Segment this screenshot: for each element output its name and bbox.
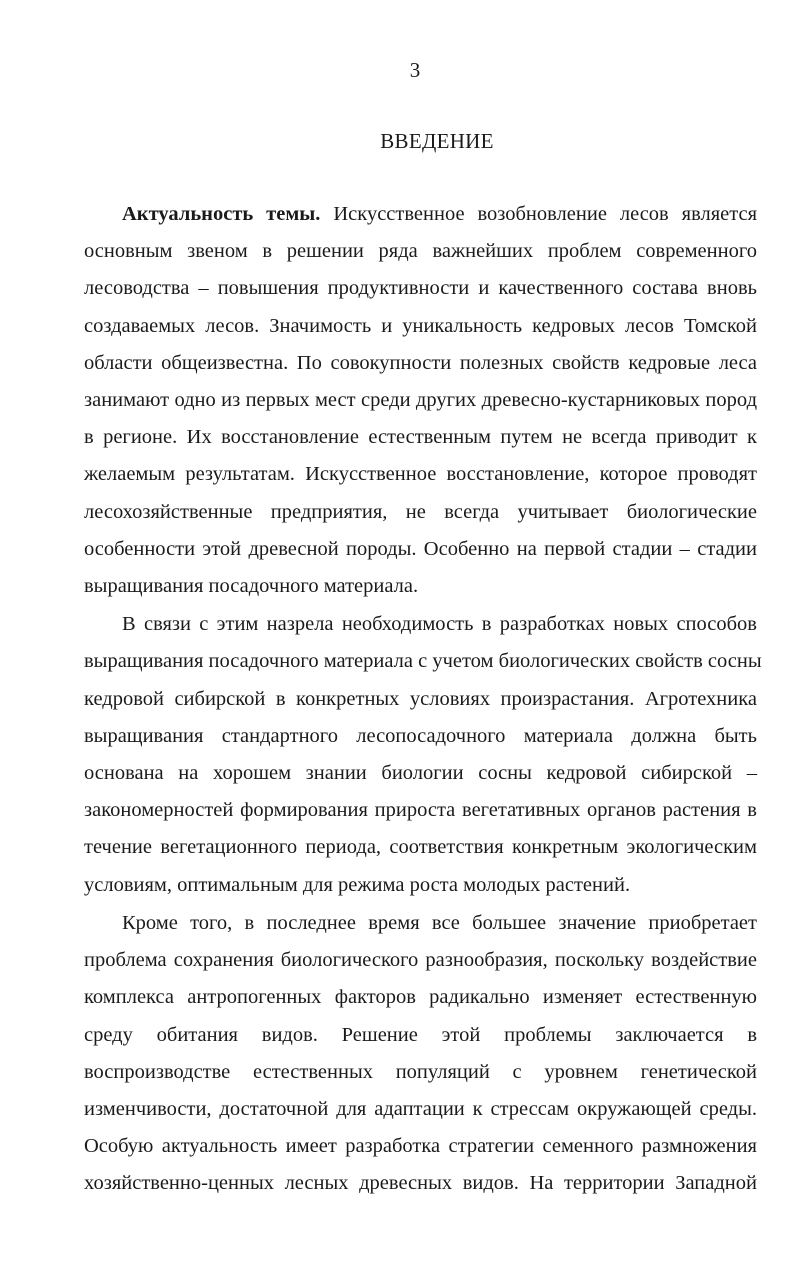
text-line: проблема сохранения биологического разнообразия, поскольку воздействие — [84, 949, 757, 972]
text-line: воспроизводстве естественных популяций с уровнем генетической — [84, 1060, 757, 1083]
text-line: выращивания посадочного материала с учетом биологических свойств сосны — [84, 650, 762, 673]
text-line: хозяйственно-ценных лесных древесных видов. На территории Западной — [84, 1172, 757, 1195]
text-line: комплекса антропогенных факторов радикально изменяет естественную — [84, 986, 757, 1009]
page-number: 3 — [409, 58, 421, 82]
text-line: условиям, оптимальным для режима роста молодых растений. — [84, 873, 631, 896]
text-line: течение вегетационного периода, соответствия конкретным экологическим — [84, 836, 757, 859]
paragraph-lead: Актуальность темы. — [122, 203, 321, 225]
text-line: особенности этой древесной породы. Особенно на первой стадии – стадии — [84, 537, 757, 560]
text-line: основным звеном в решении ряда важнейших проблем современного — [84, 240, 757, 263]
text-line: в регионе. Их восстановление естественным путем не всегда приводит к — [84, 426, 757, 449]
text-line: среду обитания видов. Решение этой проблемы заключается в — [84, 1023, 757, 1046]
text-line: выращивания посадочного материала. — [84, 574, 419, 597]
text-line: желаемым результатам. Искусственное восстановление, которое проводят — [84, 463, 757, 486]
text-line: Особую актуальность имеет разработка стратегии семенного размножения — [84, 1135, 757, 1158]
text-line: закономерностей формирования прироста вегетативных органов растения в — [84, 799, 757, 822]
page-heading: ВВЕДЕНИЕ — [380, 129, 494, 153]
text-line: области общеизвестна. По совокупности полезных свойств кедровые леса — [84, 351, 757, 374]
text-line: создаваемых лесов. Значимость и уникальность кедровых лесов Томской — [84, 314, 757, 337]
text-line: занимают одно из первых мест среди других древесно-кустарниковых пород — [84, 388, 757, 411]
text-line: лесохозяйственные предприятия, не всегда учитывает биологические — [84, 500, 757, 523]
text-line: лесоводства – повышения продуктивности и качественного состава вновь — [84, 277, 757, 300]
text-line: Кроме того, в последнее время все большее значение приобретает — [122, 911, 757, 934]
text-line: выращивания стандартного лесопосадочного материала должна быть — [84, 724, 757, 747]
text-line: основана на хорошем знании биологии сосны кедровой сибирской – — [84, 762, 757, 784]
text-line: В связи с этим назрела необходимость в разработках новых способов — [122, 613, 757, 636]
text-line: Актуальность темы. Искусственное возобновление лесов является — [122, 203, 757, 225]
body-text — [84, 196, 762, 1202]
text-line: кедровой сибирской в конкретных условиях произрастания. Агротехника — [84, 687, 757, 710]
text-line: изменчивости, достаточной для адаптации к стрессам окружающей среды. — [84, 1097, 757, 1120]
